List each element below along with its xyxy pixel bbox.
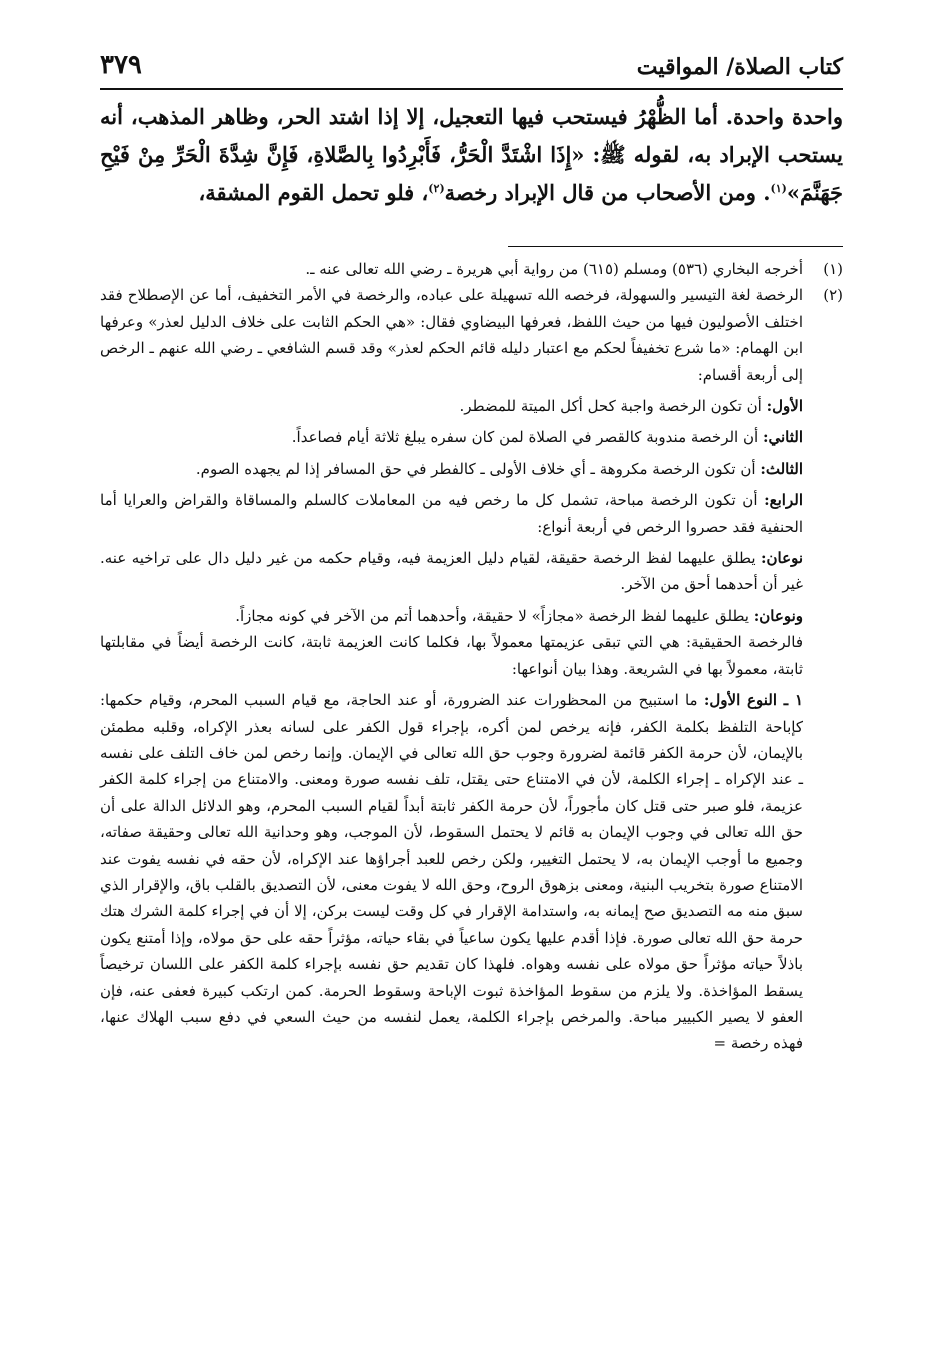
- page-number: ٣٧٩: [100, 50, 142, 80]
- section-lead: الثالث:: [760, 459, 803, 478]
- main-paragraph: [100, 98, 843, 212]
- main-paragraph-part-1: واحدة واحدة. أما الظُّهْرُ فيستحب فيها التعجيل، إلا إذا اشتد الحر، وظاهر المذهب، أنه يستحب الإبراد به، لقوله ﷺ: «إِذَا اشْتَدَّ الْحَرُّ، فَأَبْرِدُوا بِالصَّلاةِ، فَإِنَّ شِدَّةَ الْحَرِّ مِنْ فَيْحِ جَهَنَّمَ»: [100, 104, 843, 205]
- footnote-1: [100, 256, 843, 282]
- footnote-section-second: [100, 424, 803, 450]
- section-text: أن تكون الرخصة واجبة كحل أكل الميتة للمضطر.: [459, 397, 767, 416]
- footnote-section-type-b: [100, 603, 803, 629]
- main-text: [100, 98, 843, 212]
- main-paragraph-part-2: . ومن الأصحاب من قال الإبراد رخصة: [444, 180, 771, 205]
- chapter-title: كتاب الصلاة/ المواقيت: [636, 54, 843, 80]
- footnote-real-rukhsa: فالرخصة الحقيقية: هي التي تبقى عزيمتها معمولاً بها، فكلما كانت العزيمة ثابتة، كانت الرخصة أيضاً في مقابلتها ثابتة، معمولاً بها في الشريعة. وهذا بيان أنواعها:: [100, 633, 803, 678]
- footnotes: [100, 256, 843, 1057]
- footnote-ref-2[interactable]: (٢): [428, 182, 445, 195]
- footnote-number: (١): [823, 260, 843, 278]
- section-text: أن تكون الرخصة مكروهة ـ أي خلاف الأولى ـ كالفطر في حق المسافر إذا لم يجهده الصوم.: [195, 459, 761, 478]
- footnote-section-kind-1: [100, 687, 803, 1057]
- running-header: [100, 40, 843, 80]
- footnote-2: [100, 282, 843, 1056]
- section-text: أن تكون الرخصة مباحة، تشمل كل ما رخص فيه من المعاملات كالسلم والمساقاة والقراض والعرايا أما الحنفية فقد حصروا الرخص في أربعة أنواع:: [100, 491, 803, 536]
- footnote-section-third: [100, 456, 803, 482]
- header-rule: [100, 88, 843, 90]
- footnote-ref-1[interactable]: (١): [770, 182, 787, 195]
- section-lead: نوعان:: [761, 549, 803, 568]
- footnote-separator: [508, 246, 843, 247]
- section-lead: ١ ـ النوع الأول:: [703, 691, 803, 710]
- section-lead: الثاني:: [762, 428, 803, 447]
- footnote-intro: الرخصة لغة التيسير والسهولة، فرخصه الله تسهيلة على عباده، والرخصة في الأمر التخفيف، أما عن الإصطلاح فقد اختلف الأصوليون فيها من حيث اللفظ، فعرفها البيضاوي فقال: «هي الحكم الثابت على خلاف الدليل لعذر» وعرفها ابن الهمام: «ما شرع تخفيفاً لحكم مع اعتبار دليله قائم الحكم لعذر» وقد قسم الشافعي ـ رضي الله عنهم ـ الرخص إلى أربعة أقسام:: [100, 286, 803, 384]
- section-lead: الأول:: [766, 397, 803, 416]
- footnote-section-fourth: [100, 487, 803, 540]
- main-paragraph-part-3: ، فلو تحمل القوم المشقة،: [198, 180, 429, 205]
- footnote-section-first: [100, 393, 803, 419]
- section-text: أن الرخصة مندوبة كالقصر في الصلاة لمن كان سفره يبلغ ثلاثة أيام فصاعداً.: [291, 428, 763, 447]
- footnote-number: (٢): [823, 286, 843, 305]
- section-text: يطلق عليهما لفظ الرخصة «مجازاً» لا حقيقة، وأحدهما أتم من الآخر في كونه مجازاً.: [235, 606, 754, 625]
- footnote-text: أخرجه البخاري (٥٣٦) ومسلم (٦١٥) من رواية أبي هريرة ـ رضي الله تعالى عنه ـ.: [305, 260, 803, 278]
- footnote-body: [100, 282, 803, 1056]
- footnote-section-type-a: [100, 545, 803, 598]
- section-text: ما استبيح من المحظورات عند الضرورة، أو عند الحاجة، مع قيام السبب المحرم، وقيام حكمها: كإباحة التلفظ بكلمة الكفر، فإنه يرخص لمن أكره، بإجراء قول الكفر على لسانه بعذر الإكراه، وقلبه مطمئن بالإيمان، لأن حرمة الكفر قائمة لضرورة وجوب حق الله تعالى في الإيمان. وإنما رخص لمن خاف التلف على نفسه ـ عند الإكراه ـ إجراء الكلمة، لأن في الامتناع حتى يقتل، تلف نفسه صورة ومعنى. والامتناع من إجراء كلمة الكفر عزيمة، فلو صبر حتى قتل كان مأجوراً، لأن حرمة الكفر ثابتة أبداً لقيام السبب المحرم، وهو الدلائل الدالة على أن حق الله تعالى في وجوب الإيمان به قائم لا يحتمل السقوط، لأن الموجب، وهو وحدانية الله تعالى وحقيقة صفاته، وجميع ما أوجب الإيمان به، لا يحتمل التغيير، ولكن رخص للعبد أجراؤها عند الإكراه، لأن حقه في نفسه يفوت عند الامتناع صورة بتخريب البنية، ومعنى بزهوق الروح، وحق الله لا يفوت معنى، لأن التصديق بالقلب باق، والإقرار الذي سبق منه مه التصديق صح إيمانه به، واستدامة الإقرار في كل وقت ليست بركن، إلا أن في إجراء كلمة الشرك هتك حرمة حق الله تعالى صورة. فإذا أقدم عليها يكون ساعياً في بقاء حياته، مؤثراً حقه على حق مولاه، وإذا أمتنع يكون باذلاً حياته مؤثراً حق مولاه على نفسه وهواه. فلهذا كان تقديم حق نفسه بإجراء كلمة الكفر على اللسان ترخيصاً يسقط المؤاخذة. ولا يلزم من سقوط المؤاخذة ثبوت الإباحة وسقوط الحرمة. كمن ارتكب كبيرة فعفى عنه، فإن العفو لا يصير الكبيير مباحة. والمرخص بإجراء الكلمة، يعمل لنفسه من حيث السعي في دفع سبب الهلاك عنها، فهذه رخصة =: [100, 691, 803, 1053]
- section-lead: الرابع:: [764, 491, 803, 510]
- section-text: يطلق عليهما لفظ الرخصة حقيقة، لقيام دليل العزيمة فيه، وقيام حكمه من غير دليل دال على تراخيه عنه. غير أن أحدهما أحق من الآخر.: [100, 549, 803, 594]
- footnote-body: [100, 256, 803, 282]
- section-lead: ونوعان:: [753, 606, 803, 625]
